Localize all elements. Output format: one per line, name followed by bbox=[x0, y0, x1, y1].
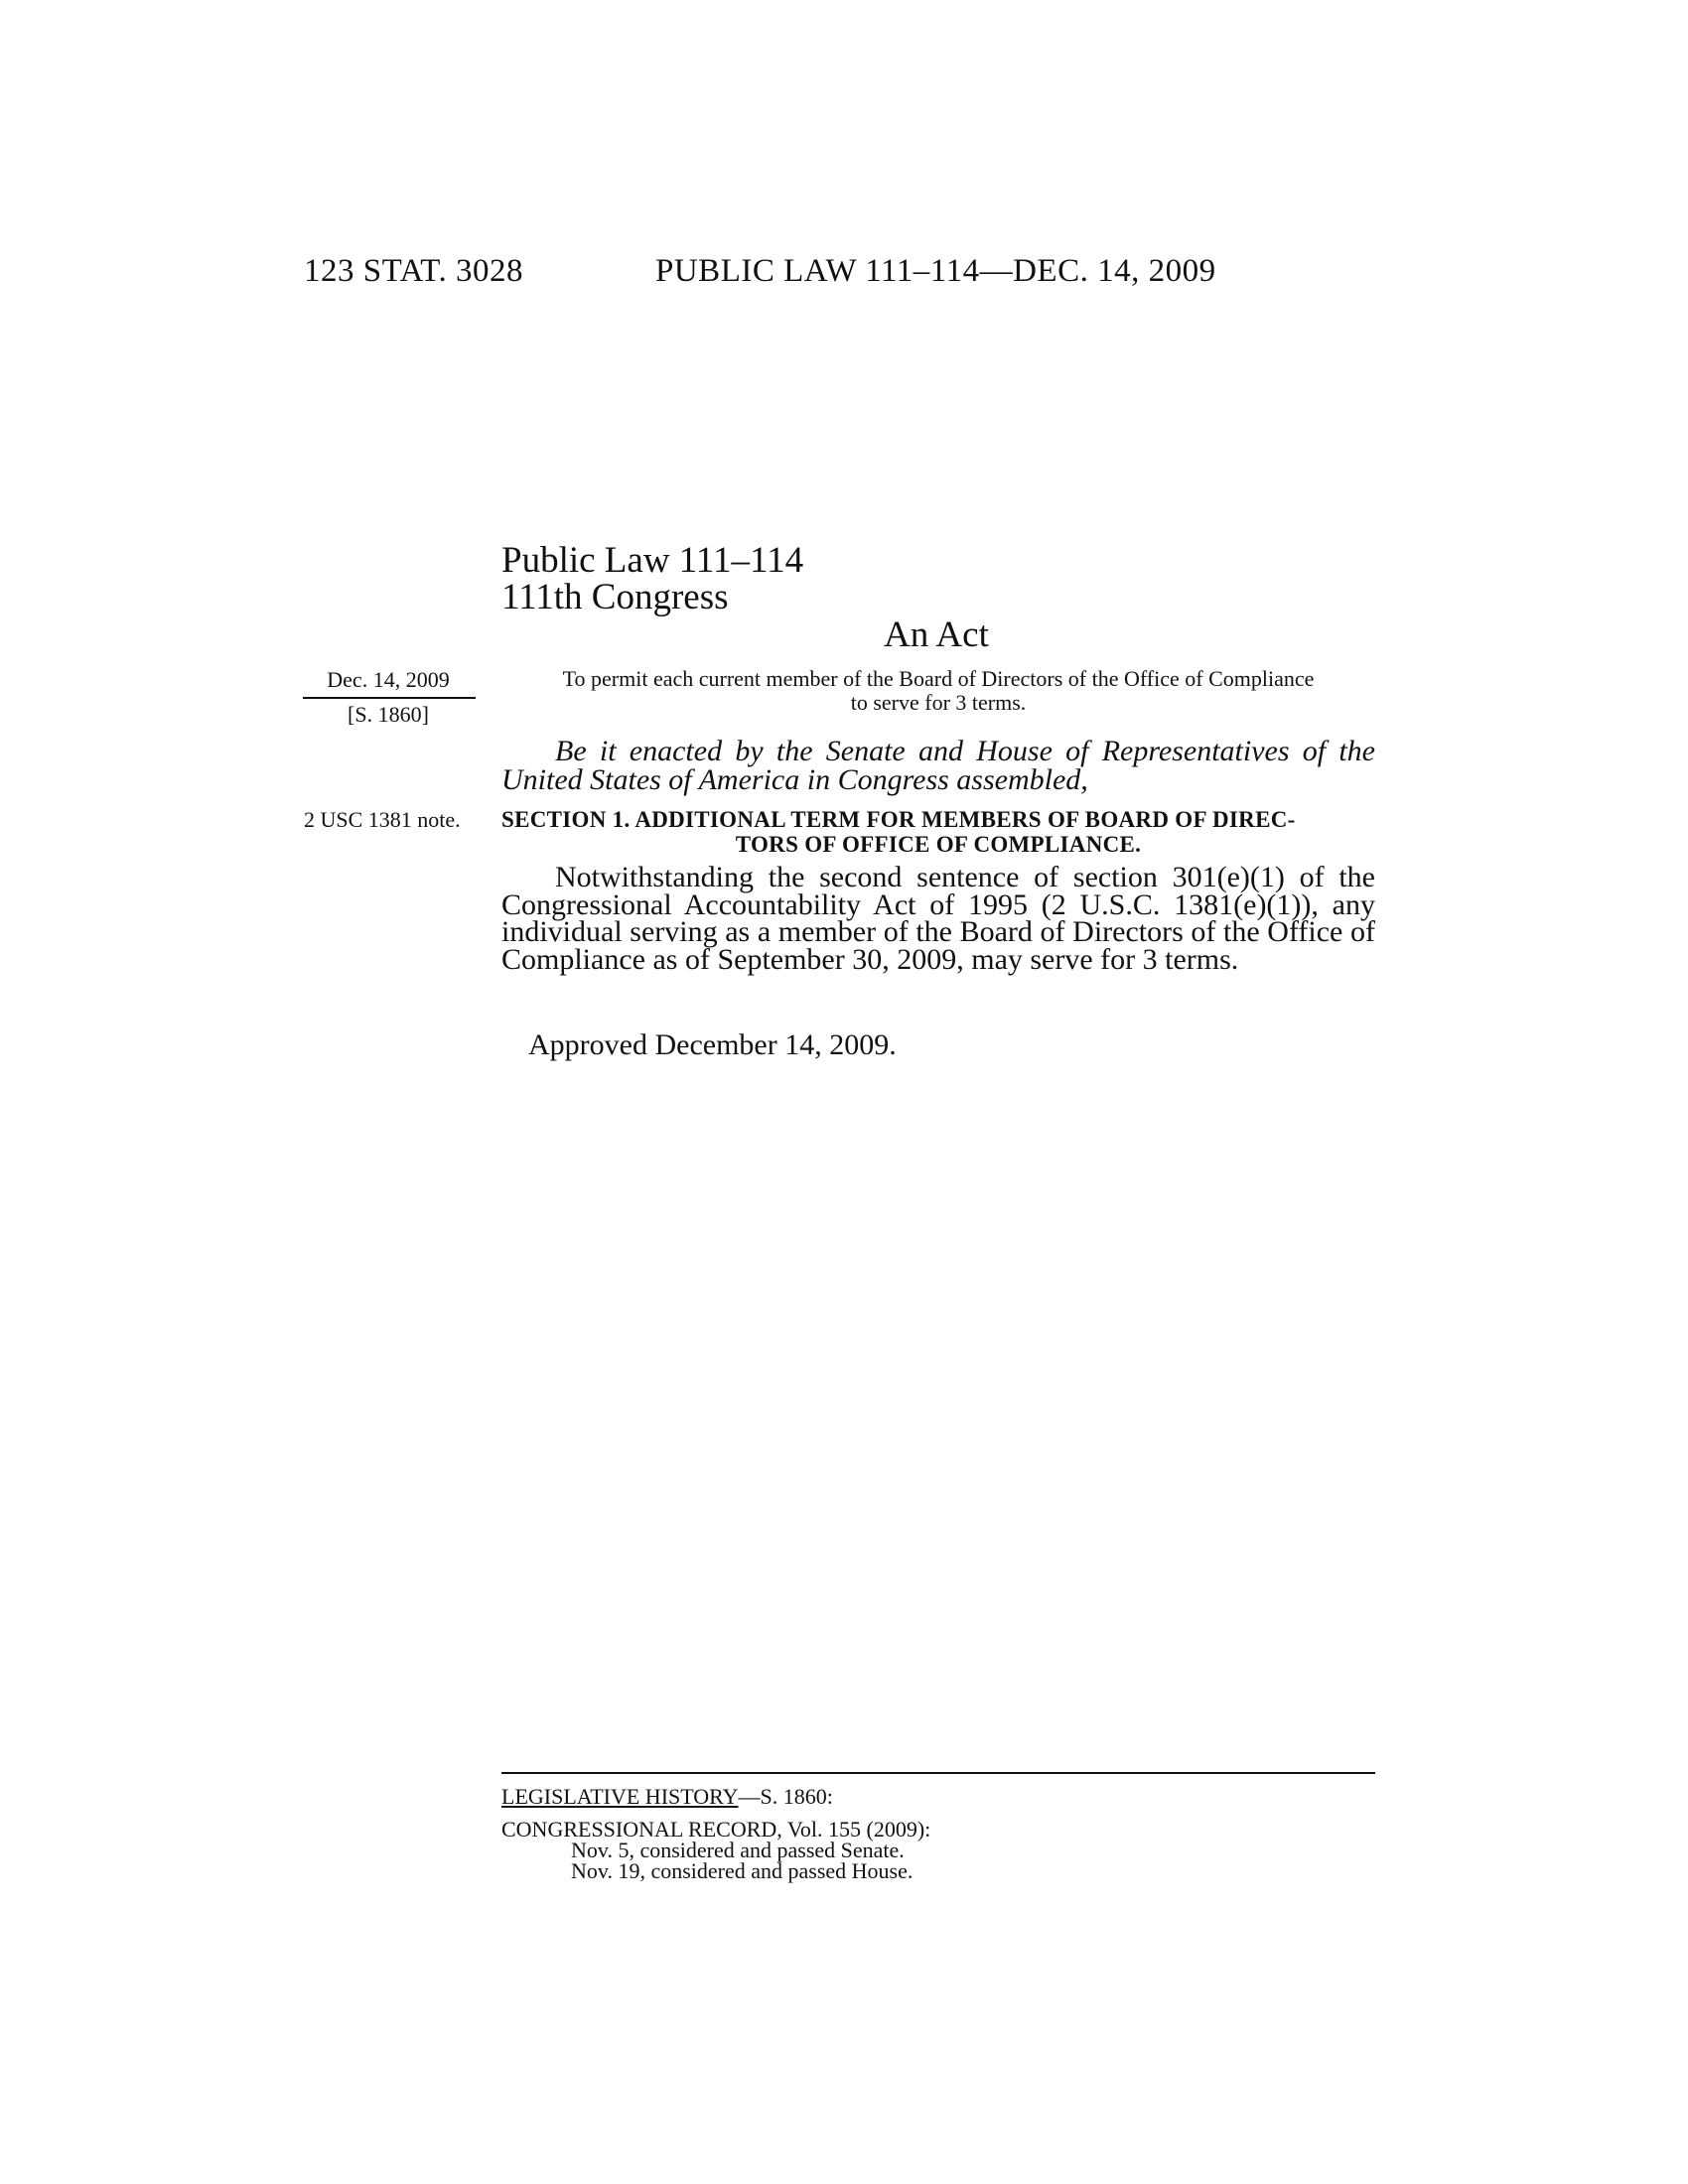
purpose-line-2: to serve for 3 terms. bbox=[850, 690, 1027, 715]
legislative-history-label: LEGISLATIVE HISTORY bbox=[501, 1784, 739, 1809]
legislative-history-bill: —S. 1860: bbox=[738, 1784, 833, 1809]
purpose-line-1: To permit each current member of the Board of Directors of the Office of Compliance bbox=[562, 666, 1315, 691]
margin-date: Dec. 14, 2009 bbox=[327, 667, 450, 692]
margin-divider bbox=[303, 697, 476, 699]
law-number: Public Law 111–114 bbox=[501, 540, 804, 581]
stat-page-number: 123 STAT. 3028 bbox=[304, 253, 524, 289]
section-heading-line-1: SECTION 1. ADDITIONAL TERM FOR MEMBERS OF BOARD OF DIREC- bbox=[501, 807, 1296, 832]
act-heading: An Act bbox=[884, 614, 989, 655]
history-entry: Nov. 5, considered and passed Senate. bbox=[571, 1838, 905, 1862]
section-heading bbox=[501, 807, 1375, 857]
margin-bill-number: [S. 1860] bbox=[348, 702, 429, 727]
section-text: Notwithstanding the second sentence of section 301(e)(1) of the Congressional Accountability Act of 1995 (2 U.S.C. 1381(e)(1)), any individual serving as a member of the Board of Directors of the Office of Compliance as of September 30, 2009, may serve for 3 terms. bbox=[501, 861, 1375, 976]
legislative-history-heading bbox=[501, 1784, 833, 1810]
enacting-clause: Be it enacted by the Senate and House of Representatives of the United States of America in Congress assembled, bbox=[501, 735, 1375, 796]
congress: 111th Congress bbox=[501, 577, 729, 617]
purpose bbox=[501, 667, 1375, 715]
footer-divider bbox=[501, 1772, 1375, 1774]
running-title: PUBLIC LAW 111–114—DEC. 14, 2009 bbox=[655, 253, 1216, 289]
margin-usc-note: 2 USC 1381 note. bbox=[304, 807, 461, 832]
approval-date: Approved December 14, 2009. bbox=[528, 1028, 897, 1061]
section-heading-line-2: TORS OF OFFICE OF COMPLIANCE. bbox=[735, 832, 1142, 857]
history-entry: Nov. 19, considered and passed House. bbox=[571, 1858, 914, 1883]
congressional-record: CONGRESSIONAL RECORD, Vol. 155 (2009): bbox=[501, 1817, 931, 1842]
